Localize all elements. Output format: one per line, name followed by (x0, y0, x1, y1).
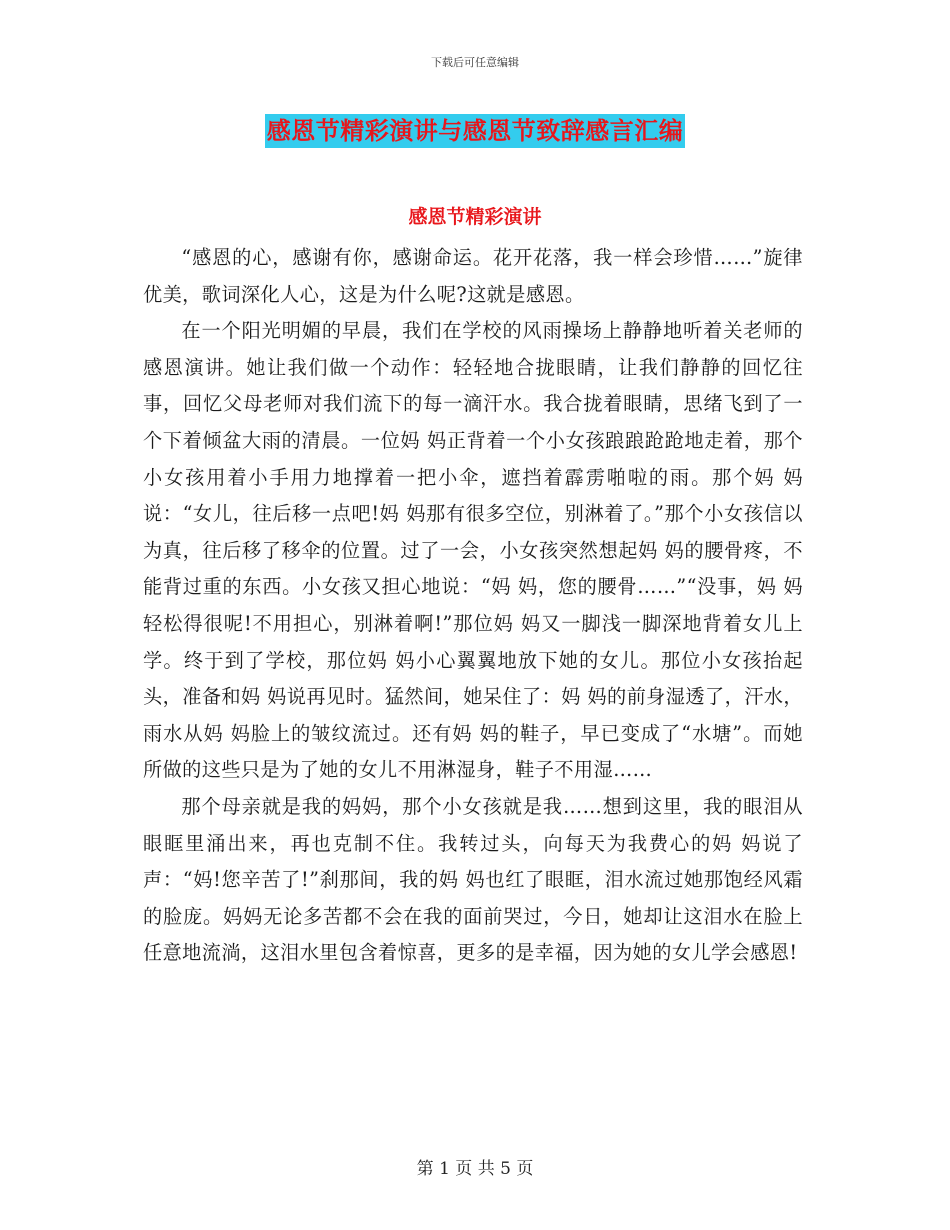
section-title: 感恩节精彩演讲 (408, 206, 542, 228)
paragraph-2: 在一个阳光明媚的早晨，我们在学校的风雨操场上静静地听着关老师的感恩演讲。她让我们做一个动作：轻轻地合拢眼睛，让我们静静的回忆往事，回忆父母老师对我们流下的每一滴汗水。我合拢着眼睛，思绪飞到了一个下着倾盆大雨的清晨。一位妈 妈正背着一个小女孩踉踉跄跄地走着，那个小女孩用着小手用力地撑着一把小伞，遮挡着霹雳啪啦的雨。那个妈 妈说：“女儿，往后移一点吧!妈 妈那有很多空位，别淋着了。”那个小女孩信以为真，往后移了移伞的位置。过了一会，小女孩突然想起妈 妈的腰骨疼，不能背过重的东西。小女孩又担心地说：“妈 妈，您的腰骨……”“没事，妈 妈轻松得很呢!不用担心，别淋着啊!”那位妈 妈又一脚浅一脚深地背着女儿上学。终于到了学校，那位妈 妈小心翼翼地放下她的女儿。那位小女孩抬起头，准备和妈 妈说再见时。猛然间，她呆住了：妈 妈的前身湿透了，汗水，雨水从妈 妈脸上的皱纹流过。还有妈 妈的鞋子，早已变成了“水塘”。而她所做的这些只是为了她的女儿不用淋湿身，鞋子不用湿…… (143, 319, 803, 782)
paragraph-3: 那个母亲就是我的妈妈，那个小女孩就是我……想到这里，我的眼泪从眼眶里涌出来，再也克制不住。我转过头，向每天为我费心的妈 妈说了声：“妈!您辛苦了!”刹那间，我的妈 妈也红了眼眶，泪水流过她那饱经风霜的脸庞。妈妈无论多苦都不会在我的面前哭过，今日，她却让这泪水在脸上任意地流淌，这泪水里包含着惊喜，更多的是幸福，因为她的女儿学会感恩! (143, 794, 803, 965)
body-text (143, 240, 803, 972)
header-note: 下载后可任意编辑 (431, 56, 519, 69)
document-title: 感恩节精彩演讲与感恩节致辞感言汇编 (265, 114, 686, 148)
page-footer: 第 1 页 共 5 页 (416, 1159, 534, 1179)
document-title-container (0, 114, 950, 148)
paragraph-1: “感恩的心，感谢有你，感谢命运。花开花落，我一样会珍惜……”旋律优美，歌词深化人心，这是为什么呢?这就是感恩。 (143, 246, 803, 306)
